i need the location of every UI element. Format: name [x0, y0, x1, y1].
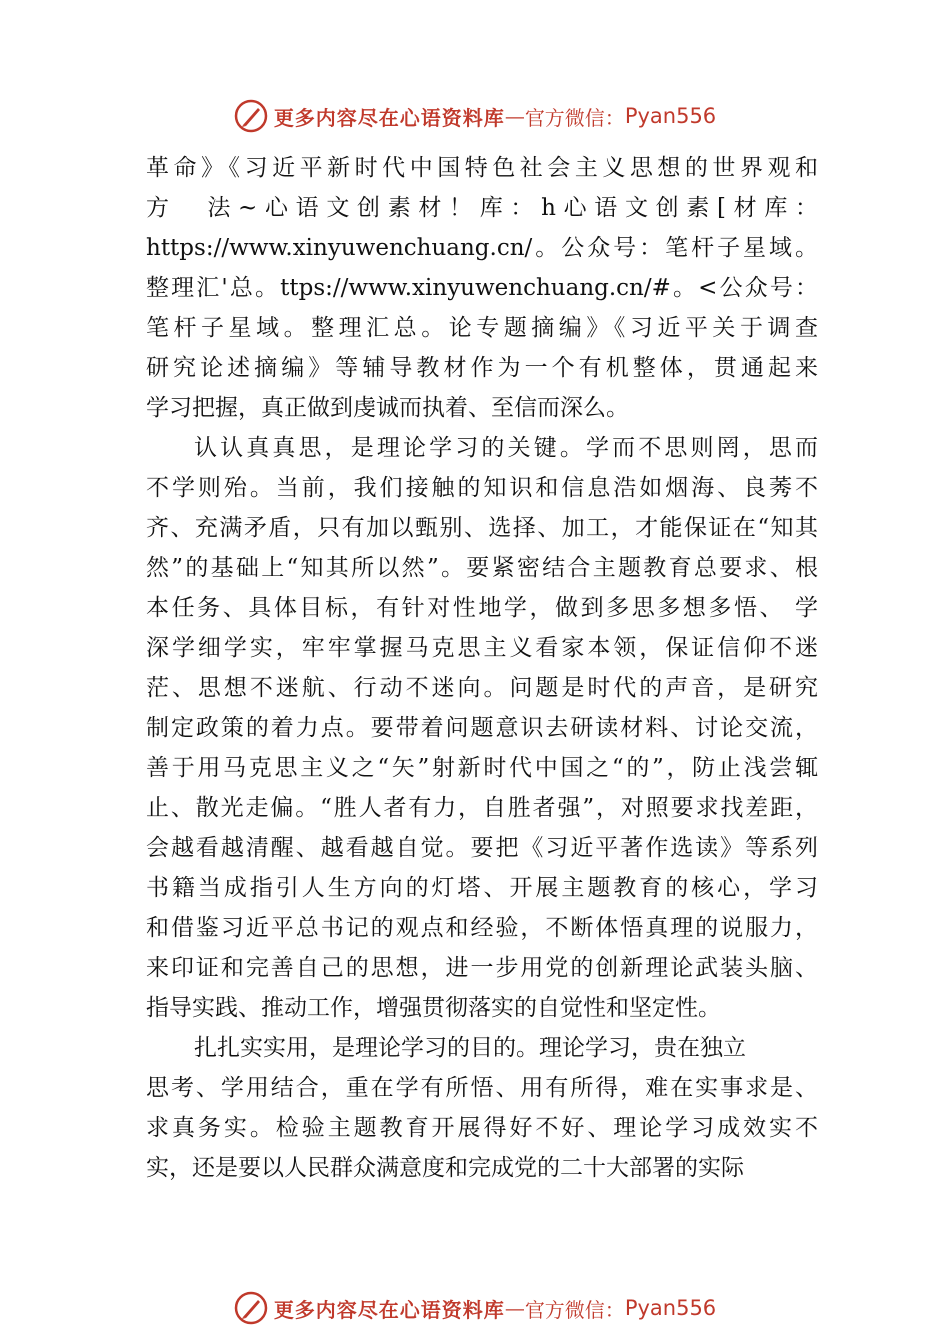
- text-line: 方 法~心语文创素材！库：h心语文创素[材库：: [146, 195, 818, 221]
- banner-separator: —: [504, 104, 525, 128]
- banner-separator: —: [504, 1296, 525, 1320]
- banner-title: 更多内容尽在心语资料库: [273, 1297, 505, 1322]
- text-line: 善于用马克思主义之“矢”射新时代中国之“的”，防止浅尝辄: [146, 755, 818, 781]
- text-line: 会越看越清醒、越看越自觉。要把《习近平著作选读》等系列: [146, 835, 818, 861]
- footer-banner: [0, 1288, 950, 1328]
- quill-logo-icon: [234, 99, 268, 133]
- banner-contact-label: 官方微信：: [524, 105, 625, 130]
- text-line: 书籍当成指引人生方向的灯塔、开展主题教育的核心，学习: [146, 875, 818, 901]
- text-line: https://www.xinyuwenchuang.cn/。公众号：笔杆子星域。: [146, 235, 818, 261]
- text-line: 笔杆子星域。整理汇总。论专题摘编》《习近平关于调查: [146, 315, 818, 341]
- text-line: 学习把握，真正做到虔诚而执着、至信而深么。: [146, 395, 629, 421]
- text-line: 齐、充满矛盾，只有加以甄别、选择、加工，才能保证在“知其: [146, 515, 818, 541]
- text-line: 实，还是要以人民群众满意度和完成党的二十大部署的实际: [146, 1155, 744, 1181]
- text-line: 革命》《习近平新时代中国特色社会主义思想的世界观和: [146, 155, 818, 181]
- text-line: 制定政策的着力点。要带着问题意识去研读材料、讨论交流，: [146, 715, 818, 741]
- text-line: 和借鉴习近平总书记的观点和经验，不断体悟真理的说服力，: [146, 915, 818, 941]
- text-line: 研究论述摘编》等辅导教材作为一个有机整体，贯通起来: [146, 355, 818, 381]
- text-line: 深学细学实，牢牢掌握马克思主义看家本领，保证信仰不迷: [146, 635, 818, 661]
- banner-contact-label: 官方微信：: [524, 1297, 625, 1322]
- text-line: 茫、思想不迷航、行动不迷向。问题是时代的声音，是研究: [146, 675, 818, 701]
- banner-title: 更多内容尽在心语资料库: [273, 105, 505, 130]
- header-banner: [0, 96, 950, 136]
- text-line: 本任务、具体目标，有针对性地学，做到多思多想多悟、 学: [146, 595, 818, 621]
- banner-contact-id: Pyan556: [624, 1296, 717, 1320]
- text-line: 不学则殆。当前，我们接触的知识和信息浩如烟海、良莠不: [146, 475, 818, 501]
- text-line: 指导实践、推动工作，增强贯彻落实的自觉性和坚定性。: [146, 995, 721, 1021]
- paragraph-first-line: 认认真真思，是理论学习的关键。学而不思则罔，思而: [194, 435, 818, 461]
- text-line: 求真务实。检验主题教育开展得好不好、理论学习成效实不: [146, 1115, 818, 1141]
- text-line: 来印证和完善自己的思想，进一步用党的创新理论武装头脑、: [146, 955, 818, 981]
- text-line: 然”的基础上“知其所以然”。要紧密结合主题教育总要求、根: [146, 555, 818, 581]
- quill-logo-icon: [234, 1291, 268, 1325]
- banner-contact-id: Pyan556: [624, 104, 717, 128]
- text-line: 止、散光走偏。“胜人者有力，自胜者强”，对照要求找差距，: [146, 795, 818, 821]
- text-line: 思考、学用结合，重在学有所悟、用有所得，难在实事求是、: [146, 1075, 818, 1101]
- paragraph-first-line: 扎扎实实用，是理论学习的目的。理论学习，贵在独立: [194, 1035, 746, 1061]
- document-body: [146, 148, 818, 1188]
- text-line: 整理汇'总。ttps://www.xinyuwenchuang.cn/#。<公众号：: [146, 275, 818, 301]
